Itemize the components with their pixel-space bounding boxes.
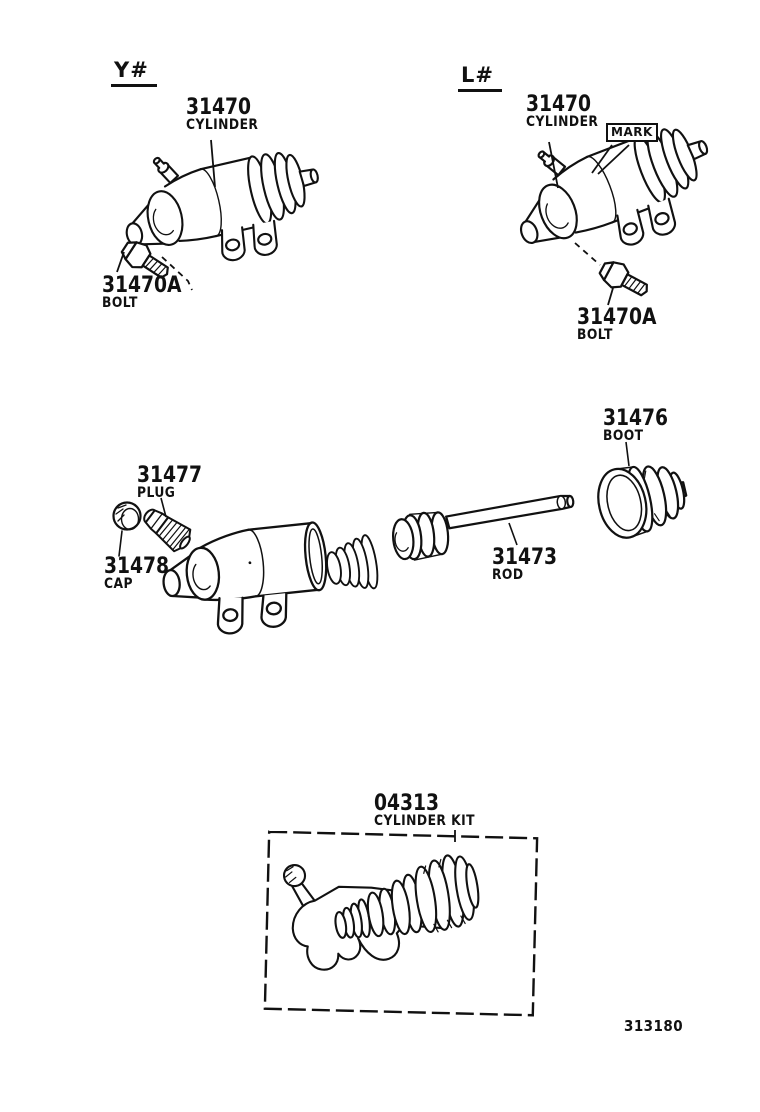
part-name-bolt-y: BOLT: [102, 295, 138, 312]
part-number-cylinder-y: 31470: [186, 95, 252, 120]
variant-tag-l: L#: [458, 63, 502, 92]
variant-tag-y: Y#: [111, 58, 157, 87]
spring-drawing: [323, 534, 381, 596]
figure-code: 313180: [624, 1017, 684, 1035]
part-number-bolt-l: 31470A: [577, 305, 657, 330]
boot-drawing: [592, 442, 693, 543]
mark-tag-pointer: [592, 145, 629, 174]
kit-assembly-drawing: [283, 837, 487, 974]
label-rod: [492, 546, 569, 583]
part-number-rod: 31473: [492, 545, 558, 570]
part-number-cylinder-l: 31470: [526, 92, 592, 117]
part-number-plug: 31477: [137, 463, 203, 488]
plug-drawing: [138, 498, 195, 555]
part-number-bolt-y: 31470A: [102, 273, 182, 298]
part-number-kit: 04313: [374, 791, 440, 816]
part-name-bolt-l: BOLT: [577, 327, 613, 344]
part-name-plug: PLUG: [137, 485, 176, 502]
part-number-boot: 31476: [603, 406, 669, 431]
part-number-cap: 31478: [104, 554, 170, 579]
label-cylinder-y: [186, 96, 268, 133]
label-bolt-y: [102, 274, 196, 311]
mark-tag: MARK: [606, 123, 658, 142]
label-kit: [374, 792, 489, 829]
label-boot: [603, 407, 680, 444]
part-name-cylinder-l: CYLINDER: [526, 114, 599, 131]
label-plug: [137, 464, 214, 501]
part-name-boot: BOOT: [603, 428, 644, 445]
part-name-cylinder-y: CYLINDER: [186, 117, 259, 134]
label-cylinder-l: [526, 93, 608, 130]
part-name-cap: CAP: [104, 576, 133, 593]
label-bolt-l: [577, 306, 671, 343]
part-name-rod: ROD: [492, 567, 524, 584]
label-cap: [104, 555, 181, 592]
cap-drawing: [114, 503, 141, 557]
bolt-l-drawing: [575, 243, 653, 305]
part-name-kit: CYLINDER KIT: [374, 813, 475, 830]
